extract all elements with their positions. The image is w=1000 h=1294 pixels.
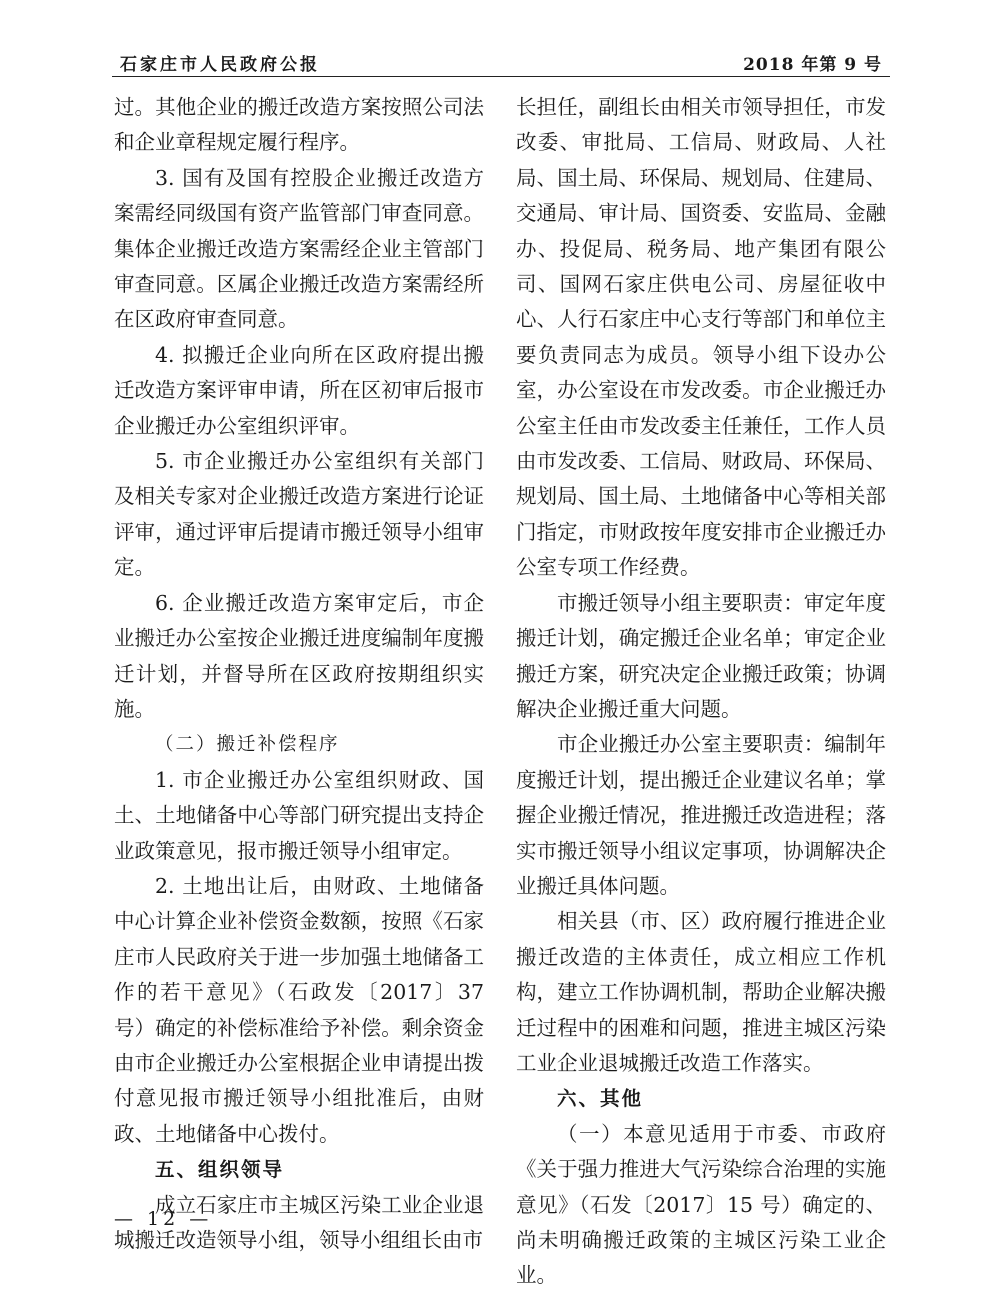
issue-number: 2018 年第 9 号 — [743, 55, 882, 75]
paragraph: 长担任，副组长由相关市领导担任，市发改委、审批局、工信局、财政局、人社局、国土局、环保局、规划局、住建局、交通局、审计局、国资委、安监局、金融办、投促局、税务局、地产集团有限公司、国网石家庄供电公司、房屋征收中心、人行石家庄中心支行等部门和单位主要负责同志为成员。领导小组下设办公室，办公室设在市发改委。市企业搬迁办公室主任由市发改委主任兼任，工作人员由市发改委、工信局、财政局、环保局、规划局、国土局、土地储备中心等相关部门指定，市财政按年度安排市企业搬迁办公室专项工作经费。 — [516, 95, 886, 580]
paragraph: 过。其他企业的搬迁改造方案按照公司法和企业章程规定履行程序。 — [114, 95, 484, 155]
subsection-heading: （二）搬迁补偿程序 — [155, 734, 340, 756]
paragraph: 5. 市企业搬迁办公室组织有关部门及相关专家对企业搬迁改造方案进行论证评审，通过评审后提请市搬迁领导小组审定。 — [114, 449, 484, 580]
page-header — [112, 46, 890, 76]
section-heading: 五、组织领导 — [155, 1158, 285, 1182]
paragraph: 1. 市企业搬迁办公室组织财政、国土、土地储备中心等部门研究提出支持企业政策意见，报市搬迁领导小组审定。 — [114, 767, 484, 863]
paragraph: 相关县（市、区）政府履行推进企业搬迁改造的主体责任，成立相应工作机构，建立工作协调机制，帮助企业解决搬迁过程中的困难和问题，推进主城区污染工业企业退城搬迁改造工作落实。 — [516, 909, 886, 1075]
paragraph: 市企业搬迁办公室主要职责：编制年度搬迁计划，提出搬迁企业建议名单；掌握企业搬迁情况，推进搬迁改造进程；落实市搬迁领导小组议定事项，协调解决企业搬迁具体问题。 — [516, 732, 886, 898]
right-column — [516, 90, 886, 1294]
header-rule — [112, 76, 890, 77]
paragraph: 2. 土地出让后，由财政、土地储备中心计算企业补偿资金数额，按照《石家庄市人民政府关于进一步加强土地储备工作的若干意见》（石政发〔2017〕37 号）确定的补偿标准给予补偿。剩余资金由市企业搬迁办公室根据企业申请提出拨付意见报市搬迁领导小组批准后，由财政、土地储备中心拨付。 — [114, 873, 484, 1146]
left-column — [114, 90, 484, 1258]
paragraph: 4. 拟搬迁企业向所在区政府提出搬迁改造方案评审申请，所在区初审后报市企业搬迁办公室组织评审。 — [114, 342, 484, 438]
paragraph: （一）本意见适用于市委、市政府《关于强力推进大气污染综合治理的实施意见》（石发〔2017〕15 号）确定的、尚未明确搬迁政策的主城区污染工业企业。 — [516, 1121, 886, 1288]
publication-title: 石家庄市人民政府公报 — [120, 55, 320, 75]
paragraph: 6. 企业搬迁改造方案审定后，市企业搬迁办公室按企业搬迁进度编制年度搬迁计划，并督导所在区政府按期组织实施。 — [114, 590, 484, 721]
section-heading: 六、其他 — [557, 1087, 644, 1111]
paragraph: 成立石家庄市主城区污染工业企业退城搬迁改造领导小组，领导小组组长由市 — [114, 1192, 484, 1252]
page-number: — 12 — — [114, 1208, 213, 1230]
paragraph: 3. 国有及国有控股企业搬迁改造方案需经同级国有资产监管部门审查同意。集体企业搬迁改造方案需经企业主管部门审查同意。区属企业搬迁改造方案需经所在区政府审查同意。 — [114, 165, 484, 332]
paragraph: 市搬迁领导小组主要职责：审定年度搬迁计划，确定搬迁企业名单；审定企业搬迁方案，研究决定企业搬迁政策；协调解决企业搬迁重大问题。 — [516, 590, 886, 721]
